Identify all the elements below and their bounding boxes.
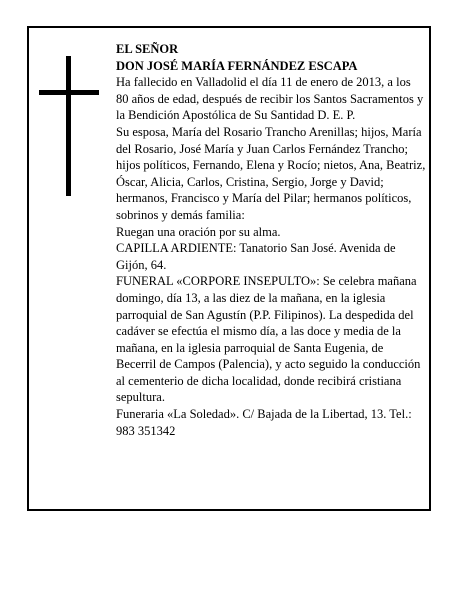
notice-heading-title: EL SEÑOR	[116, 42, 179, 56]
prayer-request: Ruegan una oración por su alma.	[116, 224, 281, 239]
notice-text	[116, 41, 426, 439]
funeral-home-contact: Funeraria «La Soledad». C/ Bajada de la Libertad, 13. Tel.: 983 351342	[116, 407, 412, 438]
death-announcement: Ha fallecido en Valladolid el día 11 de enero de 2013, a los 80 años de edad, después de recibir los Santos Sacramentos y la Bendición Apostólica de Su Santidad D. E. P.	[116, 75, 424, 123]
wake-location: CAPILLA ARDIENTE: Tanatorio San José. Avenida de Gijón, 64.	[116, 241, 396, 272]
obituary-notice	[27, 26, 431, 511]
family-list: Su esposa, María del Rosario Trancho Arenillas; hijos, María del Rosario, José María y Juan Carlos Fernández Trancho; hijos políticos, Fernando, Elena y Rocío; nietos, Ana, Beatriz, Óscar, Alicia, Carlos, Cristina, Sergio, Jorge y David; hermanos, Francisco y María del Pilar; hermanos políticos, sobrinos y demás familia:	[116, 124, 426, 222]
cross-icon	[39, 56, 99, 196]
funeral-details: FUNERAL «CORPORE INSEPULTO»: Se celebra mañana domingo, día 13, a las diez de la mañana, en la iglesia parroquial de San Agustín (P.P. Filipinos). La despedida del cadáver se efectúa el mismo día, a las doce y media de la mañana, en la iglesia parroquial de Santa Eugenia, de Becerril de Campos (Palencia), y acto seguido la conducción al cementerio de dicha localidad, donde recibirá cristiana sepultura.	[116, 274, 421, 405]
cross-horizontal-bar	[39, 90, 99, 95]
cross-vertical-bar	[66, 56, 71, 196]
deceased-name: DON JOSÉ MARÍA FERNÁNDEZ ESCAPA	[116, 58, 358, 73]
